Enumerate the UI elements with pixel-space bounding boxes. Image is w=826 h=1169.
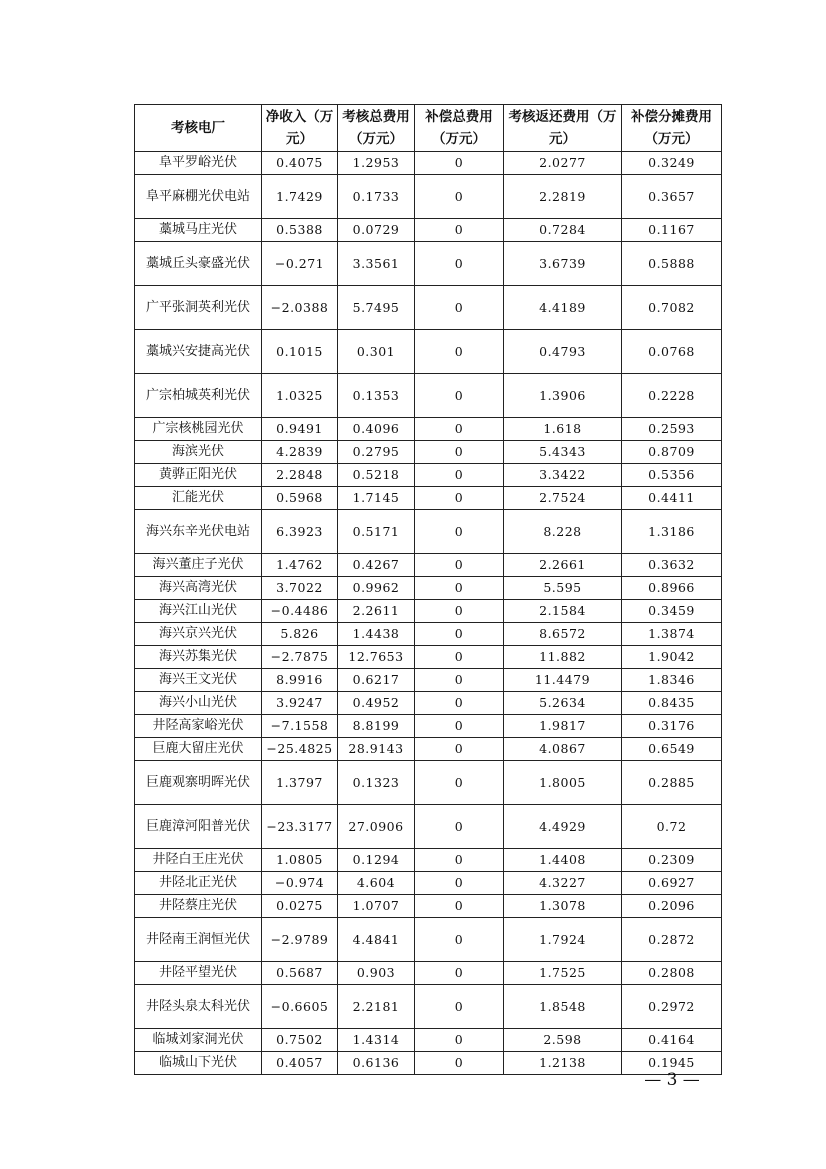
cell-assessment-refund: 2.2819	[504, 175, 622, 219]
cell-assessment-refund: 4.4189	[504, 286, 622, 330]
cell-assessment-total: 0.1294	[338, 849, 415, 872]
cell-assessment-total: 0.1353	[338, 374, 415, 418]
cell-net-income: 0.0275	[262, 895, 338, 918]
cell-plant-name: 井陉蔡庄光伏	[135, 895, 262, 918]
cell-compensation-total: 0	[415, 464, 504, 487]
cell-compensation-share: 0.6927	[622, 872, 722, 895]
header-net-income: 净收入（万元）	[262, 105, 338, 152]
cell-assessment-refund: 4.4929	[504, 805, 622, 849]
cell-assessment-refund: 5.595	[504, 577, 622, 600]
cell-net-income: 5.826	[262, 623, 338, 646]
cell-assessment-refund: 5.4343	[504, 441, 622, 464]
cell-compensation-share: 0.7082	[622, 286, 722, 330]
cell-assessment-total: 28.9143	[338, 738, 415, 761]
table-header-row	[135, 105, 722, 152]
cell-assessment-refund: 3.6739	[504, 242, 622, 286]
cell-assessment-total: 4.4841	[338, 918, 415, 962]
cell-assessment-total: 1.4438	[338, 623, 415, 646]
cell-assessment-refund: 1.7924	[504, 918, 622, 962]
cell-compensation-total: 0	[415, 692, 504, 715]
cell-net-income: 0.9491	[262, 418, 338, 441]
cell-plant-name: 广宗柏城英利光伏	[135, 374, 262, 418]
cell-plant-name: 巨鹿观寨明晖光伏	[135, 761, 262, 805]
cell-compensation-total: 0	[415, 152, 504, 175]
cell-plant-name: 汇能光伏	[135, 487, 262, 510]
cell-compensation-total: 0	[415, 872, 504, 895]
cell-assessment-refund: 3.3422	[504, 464, 622, 487]
table-row	[135, 761, 722, 805]
cell-net-income: 1.0805	[262, 849, 338, 872]
cell-net-income: 0.7502	[262, 1029, 338, 1052]
cell-plant-name: 藁城丘头豪盛光伏	[135, 242, 262, 286]
cell-assessment-total: 8.8199	[338, 715, 415, 738]
cell-compensation-share: 0.2872	[622, 918, 722, 962]
cell-assessment-total: 0.6136	[338, 1052, 415, 1075]
header-assessment-refund: 考核返还费用（万元）	[504, 105, 622, 152]
table-row	[135, 669, 722, 692]
cell-compensation-share: 1.8346	[622, 669, 722, 692]
cell-compensation-total: 0	[415, 715, 504, 738]
cell-plant-name: 广宗核桃园光伏	[135, 418, 262, 441]
cell-compensation-total: 0	[415, 219, 504, 242]
table-row	[135, 487, 722, 510]
cell-plant-name: 藁城马庄光伏	[135, 219, 262, 242]
cell-compensation-total: 0	[415, 577, 504, 600]
cell-compensation-share: 0.0768	[622, 330, 722, 374]
table-row	[135, 849, 722, 872]
cell-net-income: 4.2839	[262, 441, 338, 464]
cell-compensation-share: 0.5888	[622, 242, 722, 286]
cell-net-income: 3.7022	[262, 577, 338, 600]
cell-compensation-share: 0.3176	[622, 715, 722, 738]
cell-assessment-total: 5.7495	[338, 286, 415, 330]
table-row	[135, 985, 722, 1029]
cell-assessment-total: 0.0729	[338, 219, 415, 242]
cell-net-income: −0.4486	[262, 600, 338, 623]
cell-assessment-refund: 1.618	[504, 418, 622, 441]
table-row	[135, 1029, 722, 1052]
table-row	[135, 242, 722, 286]
cell-plant-name: 阜平罗峪光伏	[135, 152, 262, 175]
cell-net-income: 0.5968	[262, 487, 338, 510]
cell-compensation-total: 0	[415, 623, 504, 646]
cell-assessment-refund: 1.7525	[504, 962, 622, 985]
cell-assessment-refund: 0.4793	[504, 330, 622, 374]
cell-plant-name: 海兴东辛光伏电站	[135, 510, 262, 554]
cell-net-income: 0.1015	[262, 330, 338, 374]
cell-net-income: 0.4075	[262, 152, 338, 175]
cell-assessment-refund: 2.2661	[504, 554, 622, 577]
cell-assessment-refund: 11.4479	[504, 669, 622, 692]
cell-assessment-refund: 2.0277	[504, 152, 622, 175]
cell-plant-name: 海兴江山光伏	[135, 600, 262, 623]
cell-assessment-total: 3.3561	[338, 242, 415, 286]
cell-compensation-total: 0	[415, 286, 504, 330]
cell-compensation-share: 0.2228	[622, 374, 722, 418]
cell-compensation-share: 0.2096	[622, 895, 722, 918]
cell-compensation-share: 0.3657	[622, 175, 722, 219]
cell-compensation-share: 0.5356	[622, 464, 722, 487]
cell-compensation-share: 0.2808	[622, 962, 722, 985]
cell-compensation-total: 0	[415, 738, 504, 761]
cell-compensation-share: 0.2972	[622, 985, 722, 1029]
cell-plant-name: 井陉南王润恒光伏	[135, 918, 262, 962]
cell-compensation-total: 0	[415, 374, 504, 418]
cell-plant-name: 临城山下光伏	[135, 1052, 262, 1075]
cell-plant-name: 黄骅正阳光伏	[135, 464, 262, 487]
cell-compensation-share: 0.4164	[622, 1029, 722, 1052]
cell-assessment-total: 0.2795	[338, 441, 415, 464]
cell-assessment-refund: 2.7524	[504, 487, 622, 510]
table-row	[135, 554, 722, 577]
cell-assessment-refund: 4.0867	[504, 738, 622, 761]
cell-assessment-refund: 1.4408	[504, 849, 622, 872]
cell-assessment-total: 2.2181	[338, 985, 415, 1029]
cell-net-income: 0.4057	[262, 1052, 338, 1075]
cell-assessment-total: 12.7653	[338, 646, 415, 669]
cell-plant-name: 阜平麻棚光伏电站	[135, 175, 262, 219]
cell-assessment-refund: 2.598	[504, 1029, 622, 1052]
cell-compensation-total: 0	[415, 600, 504, 623]
cell-assessment-refund: 1.9817	[504, 715, 622, 738]
cell-assessment-total: 0.9962	[338, 577, 415, 600]
cell-assessment-refund: 4.3227	[504, 872, 622, 895]
cell-plant-name: 海兴苏集光伏	[135, 646, 262, 669]
cell-net-income: 1.7429	[262, 175, 338, 219]
cell-net-income: −0.6605	[262, 985, 338, 1029]
cell-net-income: 3.9247	[262, 692, 338, 715]
cell-compensation-share: 0.3249	[622, 152, 722, 175]
cell-net-income: 8.9916	[262, 669, 338, 692]
table-row	[135, 623, 722, 646]
table-row	[135, 510, 722, 554]
cell-assessment-total: 1.2953	[338, 152, 415, 175]
table-row	[135, 152, 722, 175]
cell-assessment-refund: 1.3078	[504, 895, 622, 918]
cell-assessment-total: 0.5218	[338, 464, 415, 487]
cell-net-income: 0.5687	[262, 962, 338, 985]
cell-assessment-total: 0.1733	[338, 175, 415, 219]
table-row	[135, 286, 722, 330]
cell-plant-name: 井陉平望光伏	[135, 962, 262, 985]
cell-plant-name: 巨鹿大留庄光伏	[135, 738, 262, 761]
table-row	[135, 418, 722, 441]
cell-net-income: −23.3177	[262, 805, 338, 849]
cell-net-income: −0.271	[262, 242, 338, 286]
cell-compensation-total: 0	[415, 487, 504, 510]
cell-assessment-total: 27.0906	[338, 805, 415, 849]
table-row	[135, 962, 722, 985]
table-row	[135, 805, 722, 849]
cell-compensation-total: 0	[415, 510, 504, 554]
cell-assessment-total: 2.2611	[338, 600, 415, 623]
header-compensation-total: 补偿总费用（万元）	[415, 105, 504, 152]
header-assessment-total: 考核总费用（万元）	[338, 105, 415, 152]
cell-compensation-total: 0	[415, 918, 504, 962]
table-row	[135, 715, 722, 738]
cell-assessment-total: 0.5171	[338, 510, 415, 554]
table-row	[135, 872, 722, 895]
cell-compensation-total: 0	[415, 330, 504, 374]
cell-compensation-total: 0	[415, 669, 504, 692]
cell-assessment-total: 0.1323	[338, 761, 415, 805]
table-row	[135, 577, 722, 600]
table-row	[135, 219, 722, 242]
cell-assessment-refund: 1.3906	[504, 374, 622, 418]
cell-compensation-share: 0.8966	[622, 577, 722, 600]
cell-compensation-share: 1.9042	[622, 646, 722, 669]
cell-compensation-share: 1.3874	[622, 623, 722, 646]
cell-plant-name: 海兴小山光伏	[135, 692, 262, 715]
cell-plant-name: 临城刘家洞光伏	[135, 1029, 262, 1052]
cell-plant-name: 海兴王文光伏	[135, 669, 262, 692]
cell-compensation-share: 0.3459	[622, 600, 722, 623]
cell-compensation-total: 0	[415, 418, 504, 441]
cell-compensation-total: 0	[415, 554, 504, 577]
cell-net-income: −0.974	[262, 872, 338, 895]
cell-plant-name: 海兴京兴光伏	[135, 623, 262, 646]
cell-compensation-share: 1.3186	[622, 510, 722, 554]
settlement-table	[134, 104, 722, 1075]
cell-plant-name: 海兴董庄子光伏	[135, 554, 262, 577]
cell-plant-name: 海滨光伏	[135, 441, 262, 464]
cell-net-income: −2.0388	[262, 286, 338, 330]
cell-assessment-refund: 5.2634	[504, 692, 622, 715]
cell-net-income: 1.3797	[262, 761, 338, 805]
cell-plant-name: 海兴高湾光伏	[135, 577, 262, 600]
cell-compensation-share: 0.1945	[622, 1052, 722, 1075]
cell-compensation-total: 0	[415, 646, 504, 669]
cell-compensation-total: 0	[415, 1029, 504, 1052]
cell-compensation-total: 0	[415, 805, 504, 849]
table-row	[135, 738, 722, 761]
cell-assessment-total: 0.301	[338, 330, 415, 374]
cell-net-income: −2.7875	[262, 646, 338, 669]
cell-net-income: −7.1558	[262, 715, 338, 738]
table-row	[135, 646, 722, 669]
cell-compensation-share: 0.3632	[622, 554, 722, 577]
cell-compensation-share: 0.2593	[622, 418, 722, 441]
cell-assessment-refund: 1.8548	[504, 985, 622, 1029]
table-row	[135, 441, 722, 464]
cell-assessment-total: 0.4267	[338, 554, 415, 577]
cell-net-income: 0.5388	[262, 219, 338, 242]
cell-assessment-total: 4.604	[338, 872, 415, 895]
cell-assessment-refund: 0.7284	[504, 219, 622, 242]
cell-net-income: −25.4825	[262, 738, 338, 761]
cell-plant-name: 广平张洞英利光伏	[135, 286, 262, 330]
cell-compensation-share: 0.6549	[622, 738, 722, 761]
cell-compensation-total: 0	[415, 441, 504, 464]
cell-assessment-total: 0.6217	[338, 669, 415, 692]
table-row	[135, 175, 722, 219]
cell-plant-name: 巨鹿漳河阳普光伏	[135, 805, 262, 849]
cell-assessment-refund: 1.8005	[504, 761, 622, 805]
table-row	[135, 374, 722, 418]
cell-net-income: 1.0325	[262, 374, 338, 418]
cell-net-income: −2.9789	[262, 918, 338, 962]
cell-assessment-total: 1.0707	[338, 895, 415, 918]
header-compensation-share: 补偿分摊费用（万元）	[622, 105, 722, 152]
table-row	[135, 918, 722, 962]
cell-compensation-total: 0	[415, 242, 504, 286]
cell-assessment-refund: 8.6572	[504, 623, 622, 646]
cell-net-income: 6.3923	[262, 510, 338, 554]
cell-plant-name: 井陉白王庄光伏	[135, 849, 262, 872]
cell-compensation-total: 0	[415, 962, 504, 985]
table-row	[135, 600, 722, 623]
table-row	[135, 330, 722, 374]
table-row	[135, 895, 722, 918]
cell-compensation-total: 0	[415, 849, 504, 872]
cell-compensation-total: 0	[415, 1052, 504, 1075]
cell-assessment-total: 1.7145	[338, 487, 415, 510]
cell-compensation-share: 0.72	[622, 805, 722, 849]
table-row	[135, 692, 722, 715]
cell-compensation-share: 0.2309	[622, 849, 722, 872]
cell-assessment-total: 0.903	[338, 962, 415, 985]
cell-compensation-share: 0.2885	[622, 761, 722, 805]
table-row	[135, 464, 722, 487]
cell-compensation-share: 0.8709	[622, 441, 722, 464]
page-number: — 3 —	[644, 1070, 700, 1090]
cell-assessment-total: 0.4096	[338, 418, 415, 441]
cell-compensation-total: 0	[415, 761, 504, 805]
cell-compensation-total: 0	[415, 985, 504, 1029]
cell-net-income: 1.4762	[262, 554, 338, 577]
cell-plant-name: 藁城兴安捷高光伏	[135, 330, 262, 374]
cell-compensation-share: 0.8435	[622, 692, 722, 715]
cell-compensation-share: 0.4411	[622, 487, 722, 510]
cell-plant-name: 井陉高家峪光伏	[135, 715, 262, 738]
header-plant: 考核电厂	[135, 105, 262, 152]
cell-assessment-refund: 8.228	[504, 510, 622, 554]
cell-compensation-share: 0.1167	[622, 219, 722, 242]
cell-assessment-refund: 2.1584	[504, 600, 622, 623]
cell-compensation-total: 0	[415, 895, 504, 918]
cell-assessment-refund: 1.2138	[504, 1052, 622, 1075]
cell-compensation-total: 0	[415, 175, 504, 219]
cell-plant-name: 井陉北正光伏	[135, 872, 262, 895]
cell-assessment-total: 0.4952	[338, 692, 415, 715]
cell-plant-name: 井陉头泉太科光伏	[135, 985, 262, 1029]
cell-assessment-total: 1.4314	[338, 1029, 415, 1052]
cell-net-income: 2.2848	[262, 464, 338, 487]
cell-assessment-refund: 11.882	[504, 646, 622, 669]
